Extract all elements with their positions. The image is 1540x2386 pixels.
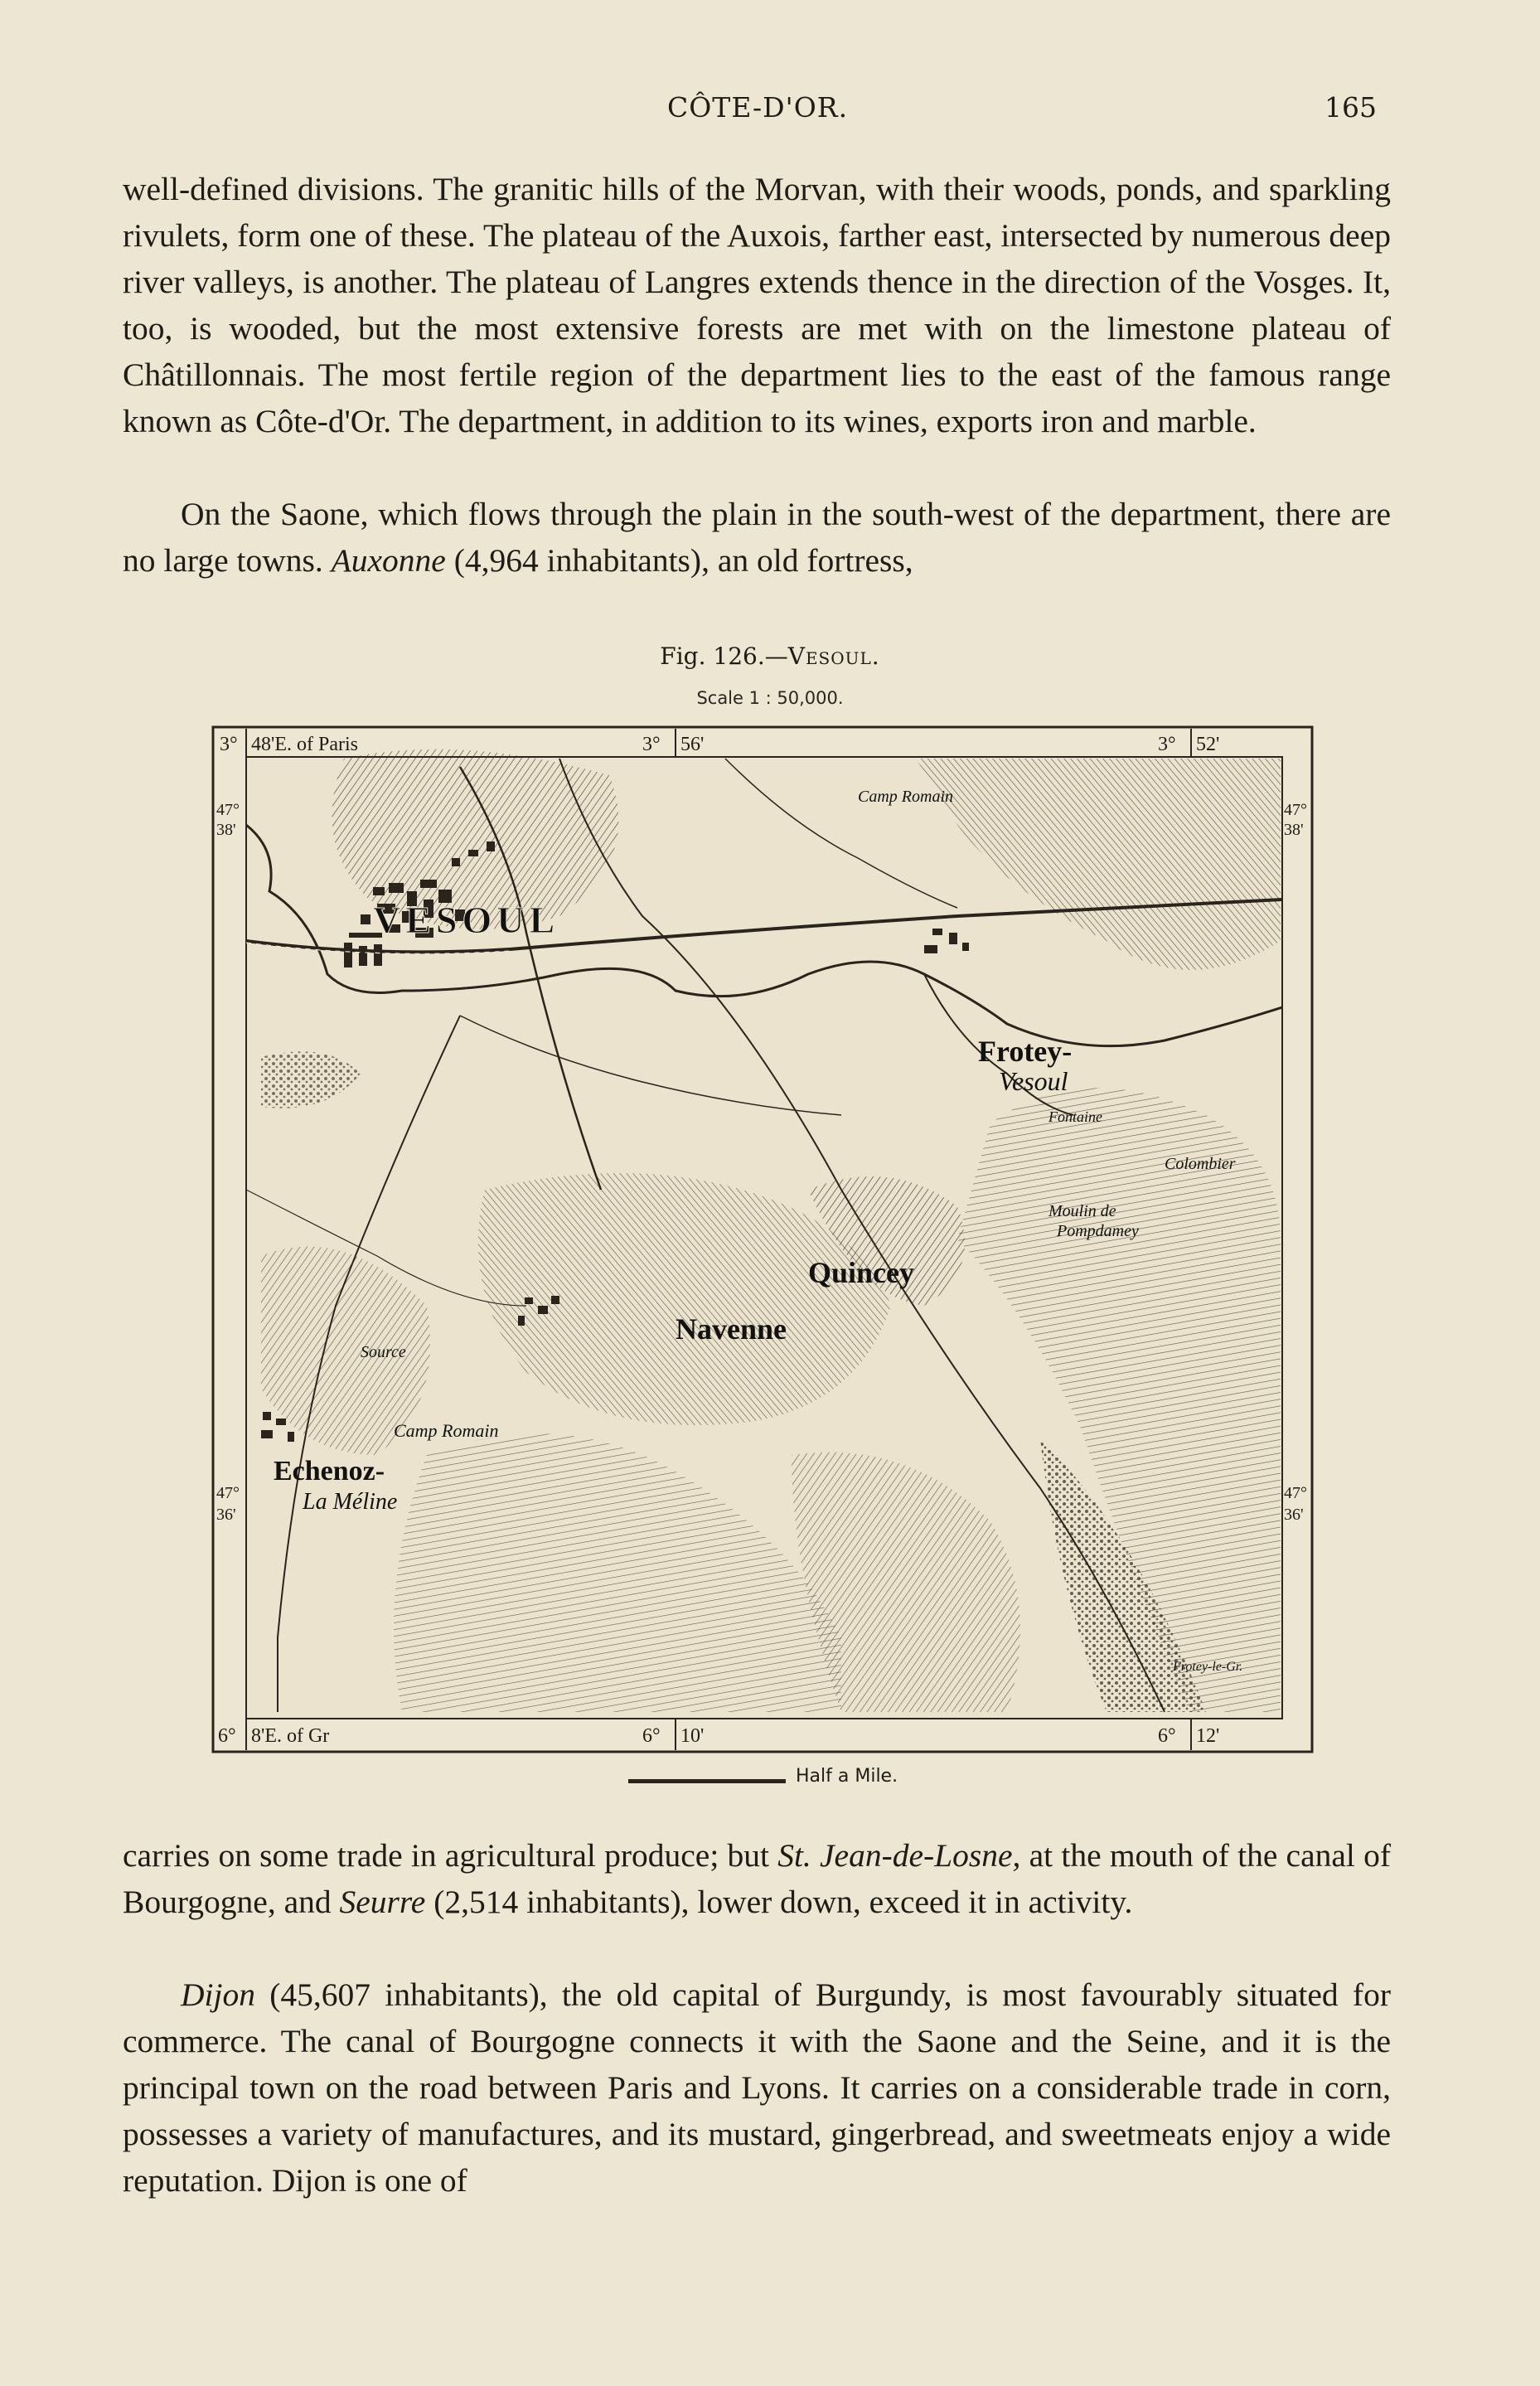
left-lat-4: 36': [216, 1506, 236, 1524]
left-lat-3: 47°: [216, 1484, 240, 1502]
town-dijon: Dijon: [181, 1976, 255, 2013]
label-echenoz: Echenoz-: [274, 1456, 385, 1486]
paragraph-4-text: (45,607 inhabitants), the old capital of Burgundy, is most favourably situated for commerce. The canal of Bourgogne connects it with the Saone and the Seine, and it is the principal town on the road between Paris and Lyons. It carries on a considerable trade in corn, possesses a variety of manufactures, and its mustard, gingerbread, and sweetmeats enjoy a wide reputation. Dijon is one of: [123, 1976, 1391, 2199]
right-lat-3: 47°: [1284, 1484, 1307, 1502]
label-navenne: Navenne: [676, 1312, 787, 1346]
paragraph-4: [123, 1971, 1391, 2204]
label-echenoz-2: La Méline: [303, 1489, 398, 1515]
scale-bar-line: [628, 1779, 786, 1783]
bottom-coord-4: 10': [680, 1725, 705, 1747]
label-camp-romain-west: Camp Romain: [394, 1420, 499, 1441]
scale-bar-label: Half a Mile.: [796, 1766, 898, 1787]
paragraph-3: [123, 1832, 1391, 1925]
left-lat-1: 47°: [216, 801, 240, 819]
bottom-coord-1: 6°: [218, 1725, 236, 1747]
running-title: CÔTE-D'OR.: [667, 91, 849, 124]
label-source: Source: [361, 1343, 406, 1361]
paragraph-3-before: carries on some trade in agricultural produce; but: [123, 1837, 778, 1874]
bottom-coord-2: 8'E. of Gr: [251, 1725, 330, 1747]
top-coord-4: 56': [680, 734, 705, 755]
town-auxonne: Auxonne: [331, 542, 446, 579]
label-colombier: Colombier: [1165, 1155, 1236, 1173]
bottom-coord-6: 12': [1196, 1725, 1220, 1747]
figure-title: Vesoul.: [787, 643, 880, 670]
label-quincey: Quincey: [808, 1256, 915, 1289]
top-coord-5: 3°: [1158, 734, 1176, 755]
map-of-vesoul: [211, 725, 1314, 1753]
page-number: 165: [1324, 91, 1377, 124]
bottom-coord-5: 6°: [1158, 1725, 1176, 1747]
right-lat-1: 47°: [1284, 801, 1307, 819]
paragraph-2-after: (4,964 inhabitants), an old fortress,: [445, 542, 913, 579]
label-camp-romain-north: Camp Romain: [858, 788, 953, 806]
town-seurre: Seurre: [339, 1884, 426, 1920]
right-lat-4: 36': [1284, 1506, 1304, 1524]
paragraph-2: [123, 491, 1391, 584]
paragraph-1: [123, 166, 1391, 444]
top-coord-1: 3°: [220, 734, 238, 755]
top-coord-3: 3°: [642, 734, 661, 755]
label-moulin: Moulin de: [1048, 1202, 1116, 1220]
right-lat-2: 38': [1284, 821, 1304, 839]
paragraph-3-middle: at the mouth of the canal of Bourgogne, and: [123, 1837, 1391, 1920]
page-header: [0, 91, 1540, 133]
label-fontaine: Fontaine: [1048, 1108, 1102, 1125]
label-moulin-2: Pompdamey: [1057, 1222, 1139, 1240]
paragraph-2-before: On the Saone, which flows through the plain in the south-west of the department, there are no large towns.: [123, 496, 1391, 579]
top-coord-6: 52': [1196, 734, 1220, 755]
paragraph-3-after: (2,514 inhabitants), lower down, exceed it in activity.: [425, 1884, 1133, 1920]
bottom-coord-3: 6°: [642, 1725, 661, 1747]
label-frotey: Frotey-: [978, 1035, 1073, 1068]
figure-label: Fig. 126.—: [660, 643, 788, 670]
figure-scale: Scale 1 : 50,000.: [696, 688, 844, 708]
map-scale-bar: [628, 1766, 1026, 1794]
town-st-jean-de-losne: St. Jean-de-Losne,: [777, 1837, 1021, 1874]
label-vesoul: VESOUL: [373, 899, 560, 941]
left-lat-2: 38': [216, 821, 236, 839]
top-coord-2: 48'E. of Paris: [251, 734, 358, 755]
label-frotey-2: Vesoul: [999, 1066, 1068, 1096]
label-fretigney: Frotey-le-Gr.: [1173, 1660, 1243, 1674]
paragraph-1-text: well-defined divisions. The granitic hills of the Morvan, with their woods, ponds, and sparkling rivulets, form one of these. The plateau of the Auxois, farther east, intersected by numerous deep river valleys, is another. The plateau of Langres extends thence in the direction of the Vosges. It, too, is wooded, but the most extensive forests are met with on the limestone plateau of Châtillonnais. The most fertile region of the department lies to the east of the famous range known as Côte-d'Or. The department, in addition to its wines, exports iron and marble.: [123, 171, 1391, 439]
figure-caption: [0, 643, 1540, 670]
